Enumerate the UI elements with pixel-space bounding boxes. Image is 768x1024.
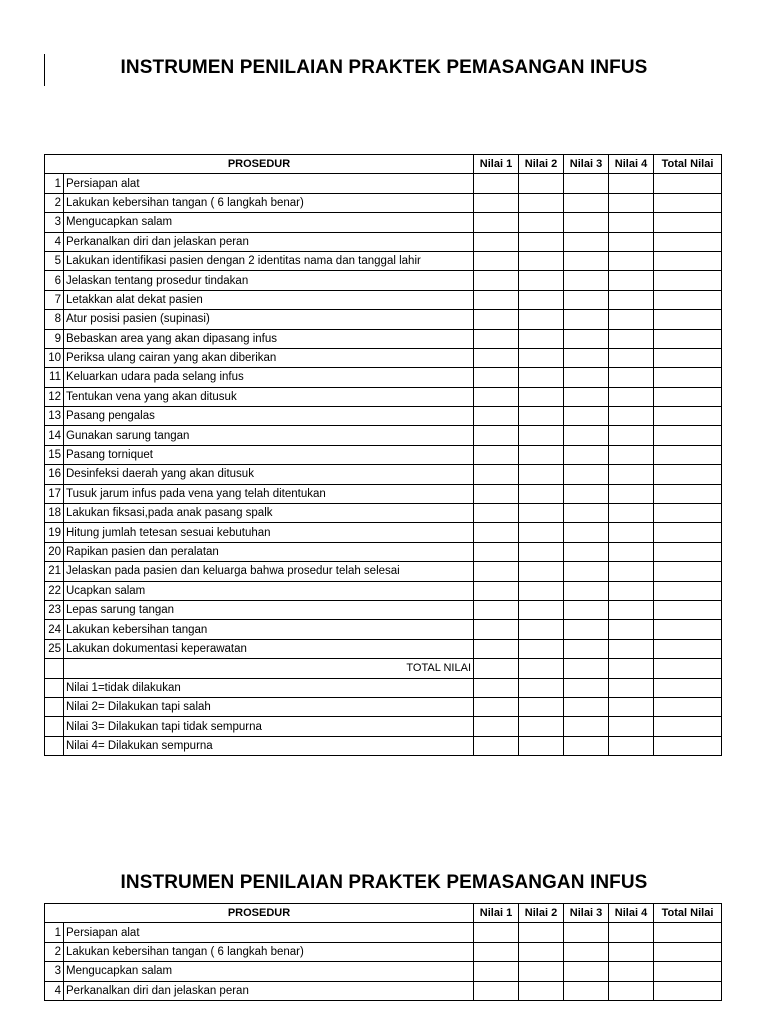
step-number: 21 (45, 562, 64, 581)
legend-text: Nilai 2= Dilakukan tapi salah (64, 697, 474, 716)
header-nilai-1: Nilai 1 (474, 155, 519, 174)
score-cell-total (654, 620, 722, 639)
table-row (45, 251, 722, 270)
step-number: 25 (45, 639, 64, 658)
score-cell-nilai-1 (474, 426, 519, 445)
score-cell-nilai-3 (564, 678, 609, 697)
score-cell-total (654, 329, 722, 348)
step-number: 4 (45, 232, 64, 251)
step-description: Bebaskan area yang akan dipasang infus (64, 329, 474, 348)
score-cell-nilai-3 (564, 717, 609, 736)
table-row (45, 232, 722, 251)
table-row (45, 962, 722, 981)
step-description: Lepas sarung tangan (64, 600, 474, 619)
step-number: 2 (45, 942, 64, 961)
step-number: 23 (45, 600, 64, 619)
score-cell-nilai-1 (474, 213, 519, 232)
score-cell-nilai-2 (519, 981, 564, 1000)
table-row (45, 348, 722, 367)
score-cell-nilai-1 (474, 348, 519, 367)
score-cell-total (654, 387, 722, 406)
header-nilai-3: Nilai 3 (564, 904, 609, 923)
score-cell-nilai-4 (609, 465, 654, 484)
score-cell-nilai-1 (474, 659, 519, 678)
step-description: Lakukan kebersihan tangan ( 6 langkah benar) (64, 193, 474, 212)
score-cell-nilai-4 (609, 251, 654, 270)
legend-number-cell (45, 717, 64, 736)
step-description: Lakukan identifikasi pasien dengan 2 identitas nama dan tanggal lahir (64, 251, 474, 270)
score-cell-nilai-3 (564, 407, 609, 426)
step-number: 1 (45, 174, 64, 193)
step-description: Periksa ulang cairan yang akan diberikan (64, 348, 474, 367)
header-prosedur: PROSEDUR (45, 904, 474, 923)
step-description: Hitung jumlah tetesan sesuai kebutuhan (64, 523, 474, 542)
score-cell-nilai-3 (564, 193, 609, 212)
score-cell-nilai-2 (519, 193, 564, 212)
score-cell-nilai-2 (519, 678, 564, 697)
table-row (45, 310, 722, 329)
table-row (45, 213, 722, 232)
score-cell-total (654, 310, 722, 329)
table-row (45, 271, 722, 290)
score-cell-nilai-2 (519, 600, 564, 619)
step-number: 12 (45, 387, 64, 406)
table-row (45, 562, 722, 581)
score-cell-nilai-3 (564, 445, 609, 464)
step-description: Persiapan alat (64, 923, 474, 942)
score-cell-nilai-2 (519, 310, 564, 329)
step-description: Tusuk jarum infus pada vena yang telah ditentukan (64, 484, 474, 503)
score-cell-nilai-2 (519, 639, 564, 658)
score-cell-nilai-2 (519, 271, 564, 290)
score-cell-nilai-3 (564, 542, 609, 561)
score-cell-nilai-2 (519, 736, 564, 755)
score-cell-nilai-4 (609, 620, 654, 639)
assessment-table-second (44, 903, 722, 1001)
step-number: 3 (45, 962, 64, 981)
table-row (45, 329, 722, 348)
score-cell-nilai-2 (519, 290, 564, 309)
table-row (45, 542, 722, 561)
table-row (45, 465, 722, 484)
score-cell-nilai-3 (564, 504, 609, 523)
score-cell-nilai-4 (609, 717, 654, 736)
step-description: Pasang torniquet (64, 445, 474, 464)
score-cell-nilai-4 (609, 962, 654, 981)
step-description: Pasang pengalas (64, 407, 474, 426)
table-row (45, 290, 722, 309)
step-number: 10 (45, 348, 64, 367)
score-cell-nilai-1 (474, 329, 519, 348)
score-cell-nilai-3 (564, 562, 609, 581)
score-cell-total (654, 639, 722, 658)
score-cell-nilai-4 (609, 368, 654, 387)
score-cell-nilai-4 (609, 923, 654, 942)
step-number: 14 (45, 426, 64, 445)
table-row (45, 387, 722, 406)
score-cell-nilai-1 (474, 174, 519, 193)
score-cell-total (654, 523, 722, 542)
header-nilai-4: Nilai 4 (609, 904, 654, 923)
score-cell-total (654, 368, 722, 387)
header-total-nilai: Total Nilai (654, 155, 722, 174)
score-cell-nilai-4 (609, 678, 654, 697)
score-cell-nilai-4 (609, 600, 654, 619)
step-number: 4 (45, 981, 64, 1000)
score-cell-total (654, 484, 722, 503)
score-cell-nilai-4 (609, 174, 654, 193)
step-number: 3 (45, 213, 64, 232)
step-description: Letakkan alat dekat pasien (64, 290, 474, 309)
step-description: Ucapkan salam (64, 581, 474, 600)
score-cell-total (654, 962, 722, 981)
step-description: Lakukan fiksasi,pada anak pasang spalk (64, 504, 474, 523)
step-description: Persiapan alat (64, 174, 474, 193)
score-cell-total (654, 923, 722, 942)
score-cell-nilai-1 (474, 678, 519, 697)
score-cell-nilai-3 (564, 620, 609, 639)
score-cell-nilai-3 (564, 523, 609, 542)
table-row (45, 426, 722, 445)
score-cell-nilai-1 (474, 290, 519, 309)
score-cell-nilai-2 (519, 368, 564, 387)
step-description: Perkanalkan diri dan jelaskan peran (64, 232, 474, 251)
score-cell-total (654, 407, 722, 426)
table-row (45, 174, 722, 193)
score-cell-total (654, 678, 722, 697)
step-number: 9 (45, 329, 64, 348)
score-cell-nilai-3 (564, 639, 609, 658)
score-cell-total (654, 271, 722, 290)
score-cell-nilai-3 (564, 232, 609, 251)
step-description: Perkanalkan diri dan jelaskan peran (64, 981, 474, 1000)
document-title-second: INSTRUMEN PENILAIAN PRAKTEK PEMASANGAN INFUS (120, 872, 648, 893)
header-nilai-2: Nilai 2 (519, 155, 564, 174)
table-row (45, 620, 722, 639)
table-row (45, 407, 722, 426)
header-nilai-3: Nilai 3 (564, 155, 609, 174)
score-cell-nilai-1 (474, 923, 519, 942)
score-cell-nilai-4 (609, 981, 654, 1000)
score-cell-nilai-2 (519, 387, 564, 406)
score-cell-nilai-1 (474, 962, 519, 981)
score-cell-total (654, 174, 722, 193)
score-cell-nilai-2 (519, 581, 564, 600)
table-row (45, 600, 722, 619)
score-cell-nilai-4 (609, 290, 654, 309)
score-cell-nilai-4 (609, 697, 654, 716)
score-cell-nilai-4 (609, 213, 654, 232)
header-nilai-1: Nilai 1 (474, 904, 519, 923)
score-cell-nilai-4 (609, 504, 654, 523)
step-number: 11 (45, 368, 64, 387)
score-cell-nilai-3 (564, 600, 609, 619)
score-cell-nilai-2 (519, 174, 564, 193)
step-description: Desinfeksi daerah yang akan ditusuk (64, 465, 474, 484)
score-cell-nilai-3 (564, 981, 609, 1000)
score-cell-nilai-1 (474, 523, 519, 542)
score-cell-nilai-4 (609, 271, 654, 290)
score-cell-nilai-4 (609, 348, 654, 367)
score-cell-nilai-2 (519, 962, 564, 981)
score-cell-total (654, 426, 722, 445)
step-description: Jelaskan pada pasien dan keluarga bahwa prosedur telah selesai (64, 562, 474, 581)
score-cell-nilai-4 (609, 562, 654, 581)
score-cell-nilai-2 (519, 620, 564, 639)
score-cell-nilai-1 (474, 981, 519, 1000)
legend-row (45, 717, 722, 736)
score-cell-total (654, 251, 722, 270)
table-row (45, 581, 722, 600)
step-description: Keluarkan udara pada selang infus (64, 368, 474, 387)
table-row (45, 445, 722, 464)
total-row (45, 659, 722, 678)
step-description: Gunakan sarung tangan (64, 426, 474, 445)
score-cell-nilai-1 (474, 310, 519, 329)
score-cell-total (654, 213, 722, 232)
score-cell-nilai-1 (474, 942, 519, 961)
score-cell-nilai-2 (519, 504, 564, 523)
step-number: 8 (45, 310, 64, 329)
legend-text: Nilai 3= Dilakukan tapi tidak sempurna (64, 717, 474, 736)
step-description: Rapikan pasien dan peralatan (64, 542, 474, 561)
score-cell-nilai-2 (519, 465, 564, 484)
step-number: 16 (45, 465, 64, 484)
header-prosedur: PROSEDUR (45, 155, 474, 174)
score-cell-total (654, 717, 722, 736)
score-cell-nilai-1 (474, 271, 519, 290)
score-cell-nilai-3 (564, 942, 609, 961)
table-row (45, 504, 722, 523)
score-cell-total (654, 942, 722, 961)
score-cell-nilai-4 (609, 523, 654, 542)
score-cell-nilai-2 (519, 659, 564, 678)
score-cell-nilai-1 (474, 251, 519, 270)
score-cell-nilai-3 (564, 213, 609, 232)
score-cell-total (654, 348, 722, 367)
legend-row (45, 736, 722, 755)
score-cell-nilai-4 (609, 232, 654, 251)
score-cell-total (654, 232, 722, 251)
score-cell-nilai-1 (474, 445, 519, 464)
score-cell-nilai-2 (519, 426, 564, 445)
document-title: INSTRUMEN PENILAIAN PRAKTEK PEMASANGAN INFUS (120, 57, 648, 78)
score-cell-nilai-1 (474, 484, 519, 503)
score-cell-nilai-2 (519, 484, 564, 503)
score-cell-nilai-3 (564, 348, 609, 367)
table-row (45, 193, 722, 212)
score-cell-nilai-1 (474, 465, 519, 484)
legend-number-cell (45, 736, 64, 755)
legend-text: Nilai 1=tidak dilakukan (64, 678, 474, 697)
score-cell-total (654, 981, 722, 1000)
score-cell-nilai-3 (564, 290, 609, 309)
score-cell-nilai-2 (519, 407, 564, 426)
score-cell-nilai-4 (609, 407, 654, 426)
score-cell-nilai-3 (564, 736, 609, 755)
score-cell-nilai-2 (519, 445, 564, 464)
score-cell-nilai-1 (474, 368, 519, 387)
score-cell-nilai-3 (564, 329, 609, 348)
score-cell-nilai-1 (474, 620, 519, 639)
score-cell-nilai-1 (474, 717, 519, 736)
score-cell-nilai-4 (609, 736, 654, 755)
score-cell-nilai-3 (564, 174, 609, 193)
step-number: 15 (45, 445, 64, 464)
score-cell-nilai-2 (519, 717, 564, 736)
step-number: 19 (45, 523, 64, 542)
step-number: 5 (45, 251, 64, 270)
score-cell-nilai-4 (609, 193, 654, 212)
legend-number-cell (45, 697, 64, 716)
score-cell-nilai-4 (609, 581, 654, 600)
score-cell-total (654, 659, 722, 678)
score-cell-nilai-3 (564, 426, 609, 445)
score-cell-nilai-3 (564, 465, 609, 484)
table-row (45, 942, 722, 961)
score-cell-total (654, 562, 722, 581)
step-description: Tentukan vena yang akan ditusuk (64, 387, 474, 406)
step-number: 7 (45, 290, 64, 309)
step-description: Lakukan kebersihan tangan (64, 620, 474, 639)
score-cell-nilai-2 (519, 562, 564, 581)
score-cell-total (654, 600, 722, 619)
score-cell-nilai-4 (609, 310, 654, 329)
table-row (45, 981, 722, 1000)
score-cell-nilai-1 (474, 639, 519, 658)
score-cell-nilai-3 (564, 387, 609, 406)
step-number: 1 (45, 923, 64, 942)
step-number: 20 (45, 542, 64, 561)
score-cell-nilai-2 (519, 542, 564, 561)
legend-row (45, 697, 722, 716)
score-cell-nilai-3 (564, 962, 609, 981)
table-row (45, 368, 722, 387)
step-number: 22 (45, 581, 64, 600)
step-description: Mengucapkan salam (64, 213, 474, 232)
legend-row (45, 678, 722, 697)
score-cell-total (654, 193, 722, 212)
step-number: 24 (45, 620, 64, 639)
score-cell-total (654, 697, 722, 716)
score-cell-total (654, 736, 722, 755)
score-cell-nilai-4 (609, 542, 654, 561)
step-number: 6 (45, 271, 64, 290)
score-cell-nilai-2 (519, 697, 564, 716)
table-row (45, 923, 722, 942)
step-description: Lakukan dokumentasi keperawatan (64, 639, 474, 658)
score-cell-nilai-2 (519, 942, 564, 961)
legend-number-cell (45, 678, 64, 697)
score-cell-total (654, 542, 722, 561)
header-total-nilai: Total Nilai (654, 904, 722, 923)
score-cell-total (654, 290, 722, 309)
legend-text: Nilai 4= Dilakukan sempurna (64, 736, 474, 755)
score-cell-nilai-4 (609, 445, 654, 464)
score-cell-nilai-3 (564, 251, 609, 270)
score-cell-nilai-3 (564, 581, 609, 600)
step-description: Jelaskan tentang prosedur tindakan (64, 271, 474, 290)
score-cell-nilai-4 (609, 639, 654, 658)
step-number: 17 (45, 484, 64, 503)
score-cell-nilai-3 (564, 484, 609, 503)
score-cell-nilai-2 (519, 329, 564, 348)
score-cell-total (654, 504, 722, 523)
assessment-table (44, 154, 722, 756)
score-cell-nilai-2 (519, 923, 564, 942)
score-cell-nilai-2 (519, 523, 564, 542)
score-cell-nilai-4 (609, 387, 654, 406)
score-cell-nilai-1 (474, 581, 519, 600)
step-description: Lakukan kebersihan tangan ( 6 langkah benar) (64, 942, 474, 961)
score-cell-total (654, 465, 722, 484)
score-cell-nilai-4 (609, 942, 654, 961)
score-cell-nilai-4 (609, 329, 654, 348)
header-nilai-2: Nilai 2 (519, 904, 564, 923)
score-cell-total (654, 445, 722, 464)
score-cell-nilai-3 (564, 697, 609, 716)
table-row (45, 523, 722, 542)
score-cell-nilai-3 (564, 310, 609, 329)
score-cell-nilai-1 (474, 504, 519, 523)
score-cell-nilai-4 (609, 426, 654, 445)
score-cell-nilai-1 (474, 542, 519, 561)
score-cell-nilai-4 (609, 484, 654, 503)
score-cell-nilai-3 (564, 368, 609, 387)
score-cell-nilai-2 (519, 348, 564, 367)
table-row (45, 484, 722, 503)
table-header-row (45, 904, 722, 923)
step-number: 2 (45, 193, 64, 212)
score-cell-nilai-1 (474, 407, 519, 426)
score-cell-nilai-1 (474, 736, 519, 755)
score-cell-nilai-3 (564, 923, 609, 942)
score-cell-nilai-1 (474, 387, 519, 406)
total-nilai-label: TOTAL NILAI (64, 659, 474, 678)
step-description: Mengucapkan salam (64, 962, 474, 981)
score-cell-total (654, 581, 722, 600)
score-cell-nilai-1 (474, 697, 519, 716)
total-number-cell (45, 659, 64, 678)
table-header-row (45, 155, 722, 174)
step-number: 18 (45, 504, 64, 523)
score-cell-nilai-3 (564, 659, 609, 678)
step-description: Atur posisi pasien (supinasi) (64, 310, 474, 329)
table-row (45, 639, 722, 658)
score-cell-nilai-2 (519, 213, 564, 232)
score-cell-nilai-1 (474, 232, 519, 251)
score-cell-nilai-1 (474, 193, 519, 212)
score-cell-nilai-2 (519, 251, 564, 270)
header-nilai-4: Nilai 4 (609, 155, 654, 174)
score-cell-nilai-3 (564, 271, 609, 290)
step-number: 13 (45, 407, 64, 426)
score-cell-nilai-2 (519, 232, 564, 251)
score-cell-nilai-1 (474, 562, 519, 581)
score-cell-nilai-4 (609, 659, 654, 678)
score-cell-nilai-1 (474, 600, 519, 619)
